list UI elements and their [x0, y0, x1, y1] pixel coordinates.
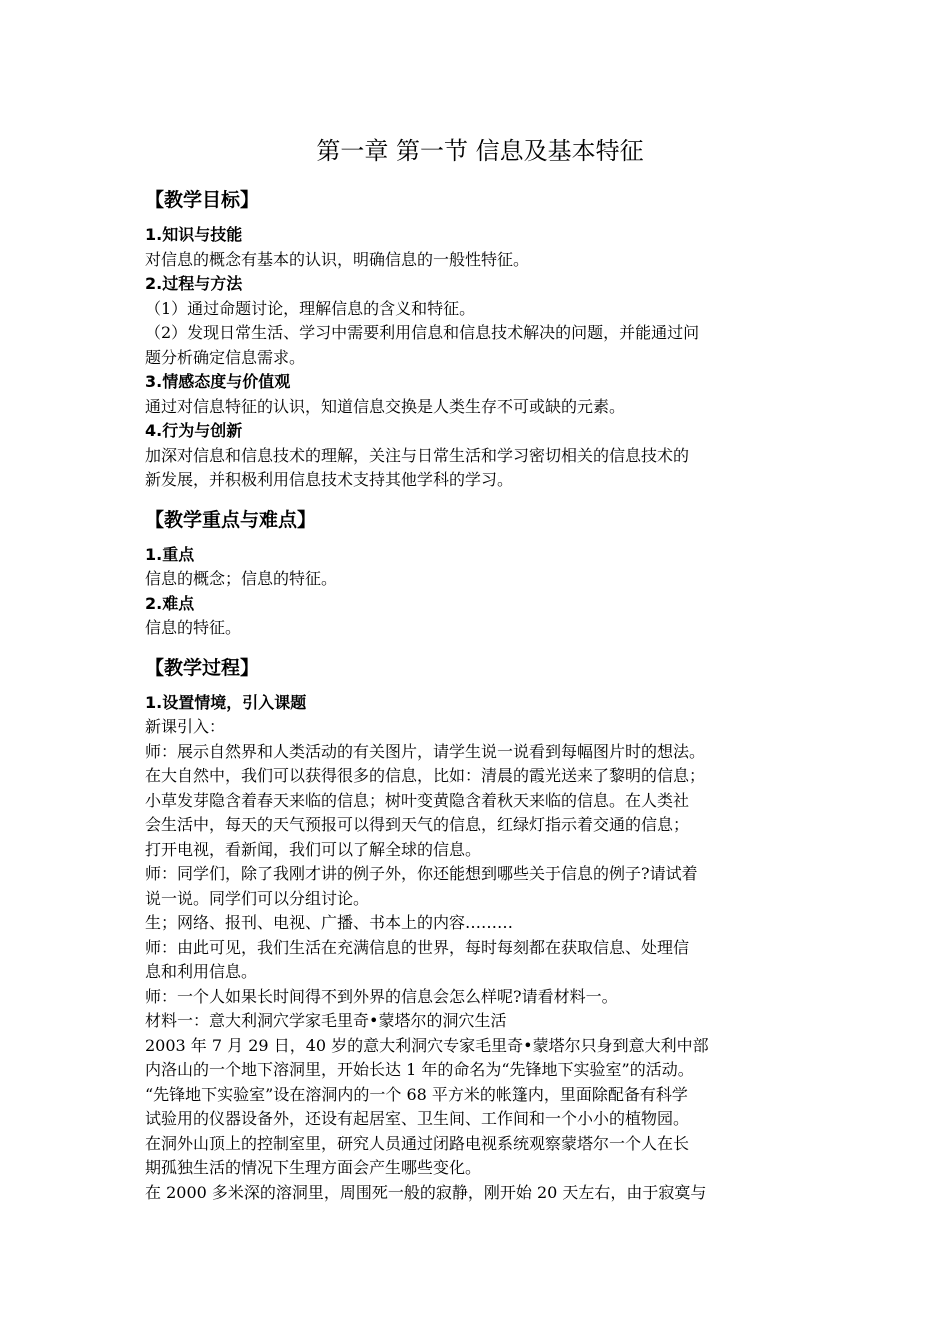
- text-line: 生；网络、报刊、电视、广播、书本上的内容………: [145, 913, 514, 932]
- text-line: 打开电视，看新闻，我们可以了解全球的信息。: [145, 839, 482, 859]
- text-line: 在大自然中，我们可以获得很多的信息，比如：清晨的霞光送来了黎明的信息；: [145, 766, 706, 785]
- text-line: “先锋地下实验室”设在溶洞内的一个 68 平方米的帐篷内，里面除配备有科学: [145, 1084, 688, 1104]
- text-line: 师：一个人如果长时间得不到外界的信息会怎么样呢?请看材料一。: [145, 986, 618, 1006]
- paragraph: 信息的概念；信息的特征。: [145, 569, 338, 588]
- text-line: 小草发芽隐含着春天来临的信息；树叶变黄隐含着秋天来临的信息。在人类社: [145, 790, 690, 810]
- text-line: 会生活中，每天的天气预报可以得到天气的信息，红绿灯指示着交通的信息；: [145, 815, 690, 834]
- text-line: 内洛山的一个地下溶洞里，开始长达 1 年的命名为“先锋地下实验室”的活动。: [145, 1060, 694, 1079]
- subheading-behavior-innovation: 4.行为与创新: [145, 421, 243, 440]
- paragraph: 加深对信息和信息技术的理解，关注与日常生活和学习密切相关的信息技术的: [145, 445, 690, 465]
- document-content: [145, 133, 815, 1205]
- section-heading-objectives: 【教学目标】: [145, 189, 260, 211]
- subheading-knowledge-skills: 1.知识与技能: [145, 225, 243, 244]
- paragraph: 对信息的概念有基本的认识，明确信息的一般性特征。: [145, 249, 530, 269]
- paragraph: 新发展，并积极利用信息技术支持其他学科的学习。: [145, 470, 514, 489]
- paragraph: （1）通过命题讨论，理解信息的含义和特征。: [145, 298, 476, 318]
- text-line: 在 2000 多米深的溶洞里，周围死一般的寂静，刚开始 20 天左右，由于寂寞与: [145, 1182, 707, 1202]
- paragraph: 信息的特征。: [145, 618, 242, 637]
- subheading-attitude-values: 3.情感态度与价值观: [145, 372, 291, 391]
- subheading-process-method: 2.过程与方法: [145, 274, 243, 293]
- section-heading-key-points: 【教学重点与难点】: [145, 508, 317, 531]
- text-line: 在洞外山顶上的控制室里，研究人员通过闭路电视系统观察蒙塔尔一个人在长: [145, 1133, 690, 1153]
- paragraph: （2）发现日常生活、学习中需要利用信息和信息技术解决的问题，并能通过问: [145, 323, 700, 342]
- text-line: 师：同学们，除了我刚才讲的例子外，你还能想到哪些关于信息的例子?请试着: [145, 864, 698, 883]
- subheading-introduction: 1.设置情境，引入课题: [145, 692, 307, 712]
- text-line: 师：由此可见，我们生活在充满信息的世界，每时每刻都在获取信息、处理信: [145, 937, 690, 957]
- text-line: 说一说。同学们可以分组讨论。: [145, 888, 370, 908]
- paragraph: 通过对信息特征的认识，知道信息交换是人类生存不可或缺的元素。: [145, 396, 626, 416]
- text-line: 材料一：意大利洞穴学家毛里奇•蒙塔尔的洞穴生活: [145, 1011, 507, 1030]
- section-heading-process: 【教学过程】: [145, 656, 260, 679]
- text-line: 新课引入：: [145, 717, 226, 736]
- text-line: 2003 年 7 月 29 日，40 岁的意大利洞穴专家毛里奇•蒙塔尔只身到意大利中部: [145, 1035, 709, 1055]
- text-line: 期孤独生活的情况下生理方面会产生哪些变化。: [145, 1158, 482, 1177]
- paragraph: 题分析确定信息需求。: [145, 347, 306, 367]
- text-line: 息和利用信息。: [145, 962, 258, 981]
- subheading-key-point: 1.重点: [145, 544, 195, 564]
- text-line: 师：展示自然界和人类活动的有关图片，请学生说一说看到每幅图片时的想法。: [145, 741, 706, 761]
- text-line: 试验用的仪器设备外，还设有起居室、卫生间、工作间和一个小小的植物园。: [145, 1109, 690, 1128]
- subheading-difficulty: 2.难点: [145, 593, 195, 613]
- document-title: 第一章 第一节 信息及基本特征: [316, 137, 644, 165]
